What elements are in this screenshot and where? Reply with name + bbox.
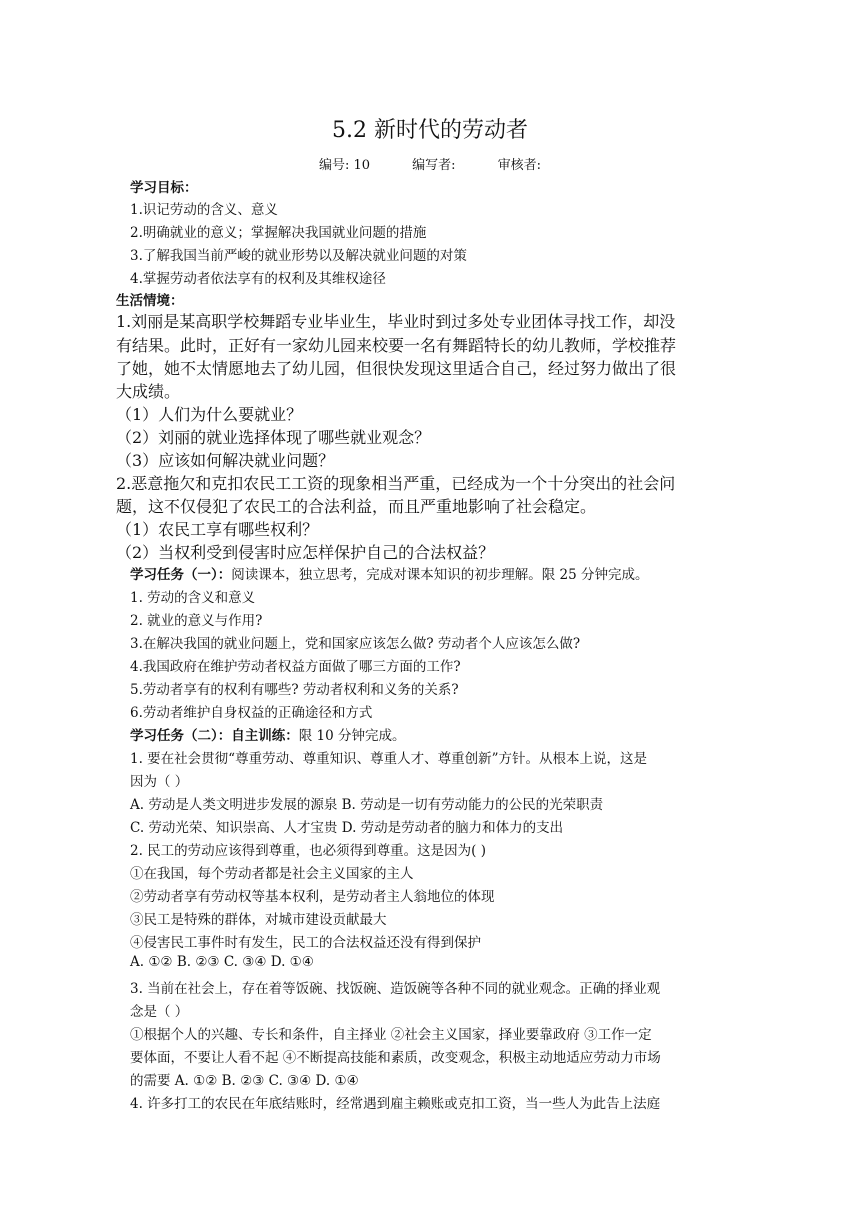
- scenario-heading: 生活情境：: [116, 293, 184, 309]
- task2-heading: 学习任务（二）：自主训练：: [130, 728, 299, 744]
- question-line: 2. 民工的劳动应该得到尊重，也必须得到尊重。这是因为( ): [130, 843, 486, 859]
- task1-item: 5.劳动者享有的权利有哪些? 劳动者权利和义务的关系?: [130, 682, 459, 698]
- task1-item: 6.劳动者维护自身权益的正确途径和方式: [130, 705, 373, 721]
- goal-item: 1.识记劳动的含义、意义: [130, 202, 278, 218]
- task1-intro: 阅读课本，独立思考，完成对课本知识的初步理解。限 25 分钟完成。: [231, 567, 649, 583]
- question-line: ②劳动者享有劳动权等基本权利，是劳动者主人翁地位的体现: [130, 889, 495, 905]
- document-meta: [0, 154, 860, 173]
- case2-question: （1）农民工享有哪些权利？: [116, 520, 319, 539]
- question-line: 念是（ ）: [130, 1004, 189, 1020]
- question-line: ①在我国，每个劳动者都是社会主义国家的主人: [130, 866, 414, 882]
- task1-item: 2. 就业的意义与作用?: [130, 613, 263, 629]
- question-line: ④侵害民工事件时有发生，民工的合法权益还没有得到保护: [130, 935, 481, 951]
- goal-item: 2.明确就业的意义；掌握解决我国就业问题的措施: [130, 225, 427, 241]
- question-line: C. 劳动光荣、知识崇高、人才宝贵 D. 劳动是劳动者的脑力和体力的支出: [130, 820, 564, 836]
- goal-item: 3.了解我国当前严峻的就业形势以及解决就业问题的对策: [130, 248, 467, 264]
- goals-heading: 学习目标：: [130, 180, 198, 196]
- case1-line: 1.刘丽是某高职学校舞蹈专业毕业生，毕业时到过多处专业团体寻找工作，却没: [116, 312, 676, 331]
- question-line: A. 劳动是人类文明进步发展的源泉 B. 劳动是一切有劳动能力的公民的光荣职责: [130, 797, 604, 813]
- question-line: ①根据个人的兴趣、专长和条件，自主择业 ②社会主义国家，择业要靠政府 ③工作一定: [130, 1027, 652, 1043]
- case1-question: （1）人们为什么要就业？: [116, 405, 303, 424]
- case1-question: （2）刘丽的就业选择体现了哪些就业观念？: [116, 428, 431, 447]
- case1-line: 大成绩。: [116, 382, 181, 401]
- task2-intro: 限 10 分钟完成。: [298, 728, 406, 744]
- page-title: 5.2 新时代的劳动者: [332, 118, 528, 143]
- question-line: 1. 要在社会贯彻“尊重劳动、尊重知识、尊重人才、尊重创新”方针。从根本上说，这是: [130, 751, 647, 767]
- question-line: 3. 当前在社会上，存在着等饭碗、找饭碗、造饭碗等各种不同的就业观念。正确的择业观: [130, 981, 661, 997]
- question-line: 要体面，不要让人看不起 ④不断提高技能和素质，改变观念，积极主动地适应劳动力市场: [130, 1050, 661, 1066]
- case1-line: 了她，她不太情愿地去了幼儿园，但很快发现这里适合自己，经过努力做出了很: [116, 359, 677, 378]
- case2-line: 题，这不仅侵犯了农民工的合法利益，而且严重地影响了社会稳定。: [116, 497, 597, 516]
- question-line: 因为（ ）: [130, 774, 189, 790]
- meta-number: 编号: 10: [318, 158, 370, 173]
- task1-item: 3.在解决我国的就业问题上，党和国家应该怎么做? 劳动者个人应该怎么做?: [130, 636, 581, 652]
- task1-heading: 学习任务（一）：: [130, 567, 232, 583]
- question-line: A. ①② B. ②③ C. ③④ D. ①④: [130, 954, 314, 970]
- meta-writer: 编写者:: [412, 158, 456, 173]
- task1-item: 4.我国政府在维护劳动者权益方面做了哪三方面的工作?: [130, 659, 461, 675]
- task1-header: [130, 563, 649, 583]
- case2-line: 2.恶意拖欠和克扣农民工工资的现象相当严重，已经成为一个十分突出的社会问: [116, 474, 676, 493]
- question-line: 的需要 A. ①② B. ②③ C. ③④ D. ①④: [130, 1073, 359, 1089]
- task1-item: 1. 劳动的含义和意义: [130, 590, 256, 606]
- goal-item: 4.掌握劳动者依法享有的权利及其维权途径: [130, 271, 386, 287]
- case2-question: （2）当权利受到侵害时应怎样保护自己的合法权益？: [116, 543, 495, 562]
- question-line: 4. 许多打工的农民在年底结账时，经常遇到雇主赖账或克扣工资，当一些人为此告上法庭: [130, 1096, 661, 1112]
- case1-line: 有结果。此时，正好有一家幼儿园来校要一名有舞蹈特长的幼儿教师，学校推荐: [116, 336, 677, 355]
- meta-reviewer: 审核者:: [497, 158, 542, 173]
- question-line: ③民工是特殊的群体，对城市建设贡献最大: [130, 912, 387, 928]
- task2-header: [130, 724, 406, 744]
- case1-question: （3）应该如何解决就业问题？: [116, 451, 335, 470]
